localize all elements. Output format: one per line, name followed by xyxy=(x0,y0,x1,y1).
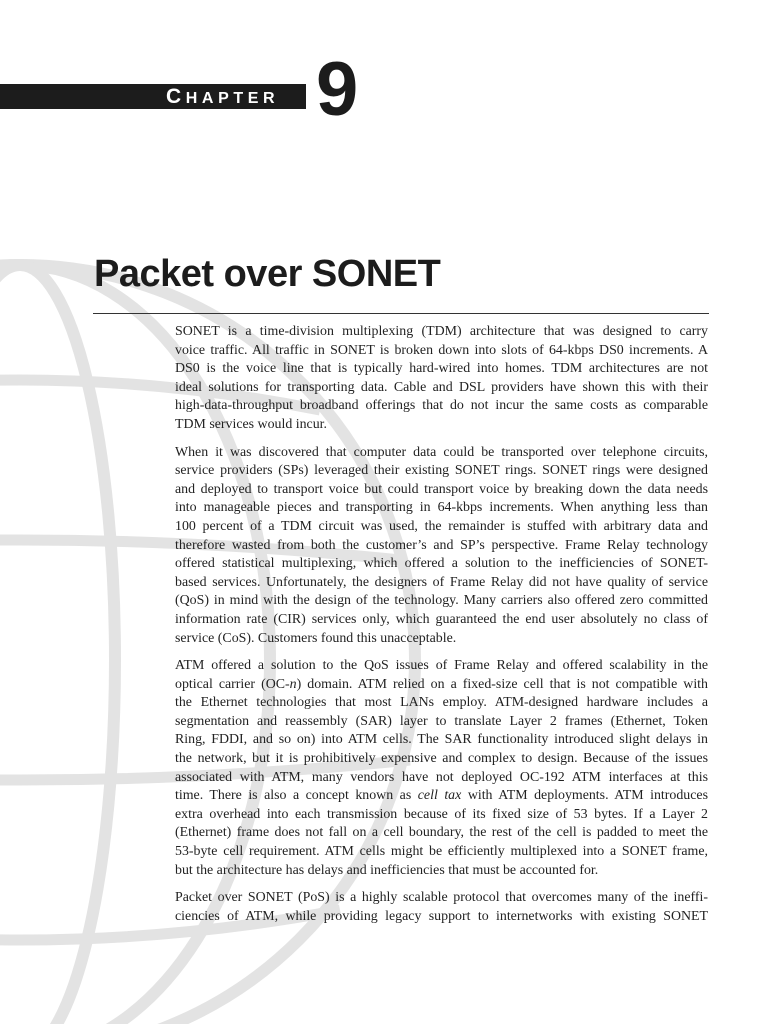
text-fragment: optical carrier (OC- xyxy=(175,676,290,692)
text-line: but the architecture has delays and inefficiencies that must be accounted for. xyxy=(175,862,599,878)
text-line: service providers (SPs) leveraged their existing SONET rings. SONET rings were designed xyxy=(175,463,708,479)
paragraph xyxy=(175,323,708,435)
chapter-label xyxy=(166,84,279,109)
text-line: service (CoS). Customers found this unacceptable. xyxy=(175,630,457,646)
text-line: offered statistical multiplexing, which offered a solution to the inefficiencies of SONET- xyxy=(175,556,708,572)
text-line: ideal solutions for transporting data. Cable and DSL providers have shown this with their xyxy=(175,379,708,395)
text-line: ATM offered a solution to the QoS issues of Frame Relay and offered scalability in the xyxy=(175,658,708,674)
text-line: the Ethernet technologies that most LANs employ. ATM-designed hardware includes a xyxy=(175,695,708,711)
paragraph xyxy=(175,444,708,649)
italic-term: n xyxy=(289,676,297,692)
text-line: When it was discovered that computer data could be transported over telephone circuits, xyxy=(175,444,708,460)
text-line xyxy=(175,676,708,695)
text-line: Packet over SONET (PoS) is a highly scalable protocol that overcomes many of the ineffi- xyxy=(175,890,708,906)
text-line: SONET is a time-division multiplexing (TDM) architecture that was designed to carry xyxy=(175,324,708,339)
text-fragment: ) domain. ATM relied on a fixed-size cell that is not compatible with xyxy=(296,676,708,692)
text-line: ciencies of ATM, while providing legacy support to internetworks with existing SONET xyxy=(175,908,708,924)
text-line: into manageable pieces and transporting in 64-kbps increments. When anything less than xyxy=(175,500,708,516)
text-line: extra overhead into each transmission because of its fixed size of 53 bytes. If a Layer 2 xyxy=(175,806,708,822)
paragraph xyxy=(175,657,708,880)
text-line: and deployed to transport voice but could transport voice by breaking down the data needs xyxy=(175,481,708,497)
text-line: based services. Unfortunately, the designers of Frame Relay did not have quality of service xyxy=(175,574,708,590)
chapter-label-rest: HAPTER xyxy=(185,90,280,107)
text-line: TDM services would incur. xyxy=(175,416,327,432)
paragraph xyxy=(175,889,708,926)
text-line: associated with ATM, many vendors have not deployed OC-192 ATM interfaces at this xyxy=(175,769,708,785)
text-line xyxy=(175,787,708,806)
title-divider xyxy=(93,313,709,314)
text-line: Ring, FDDI, and so on) into ATM cells. The SAR functionality introduced slight delays in xyxy=(175,732,708,748)
chapter-body xyxy=(175,323,708,935)
text-line: (QoS) in mind with the design of the technology. Many carriers also offered zero committed xyxy=(175,593,708,609)
text-line: segmentation and reassembly (SAR) layer to translate Layer 2 frames (Ethernet, Token xyxy=(175,713,708,729)
chapter-label-initial: C xyxy=(166,85,186,108)
text-line: 100 percent of a TDM circuit was used, the remainder is stuffed with arbitrary data and xyxy=(175,518,708,534)
page-title: Packet over SONET xyxy=(94,253,441,295)
text-fragment: with ATM deployments. ATM introduces xyxy=(467,788,708,804)
text-line: voice traffic. All traffic in SONET is broken down into slots of 64-kbps DS0 increments. A xyxy=(175,342,708,358)
text-line: DS0 is the voice line that is typically hard-wired into homes. TDM architectures are not xyxy=(175,361,708,377)
italic-term: cell tax xyxy=(417,788,462,804)
text-line: information rate (CIR) services only, which guaranteed the end user absolutely no class of xyxy=(175,611,708,627)
chapter-number: 9 xyxy=(316,47,359,132)
text-line: therefore wasted from both the customer’s and SP’s perspective. Frame Relay technology xyxy=(175,537,708,553)
text-fragment: time. There is also a concept known as xyxy=(175,788,412,804)
text-line: (Ethernet) frame does not fall on a cell boundary, the rest of the cell is padded to meet the xyxy=(175,825,708,841)
text-line: high-data-throughput broadband offerings that do not incur the same costs as comparable xyxy=(175,398,708,414)
text-line: the network, but it is prohibitively expensive and complex to design. Because of the issues xyxy=(175,751,708,767)
text-line: 53-byte cell requirement. ATM cells might be efficiently multiplexed into a SONET frame, xyxy=(175,844,708,860)
